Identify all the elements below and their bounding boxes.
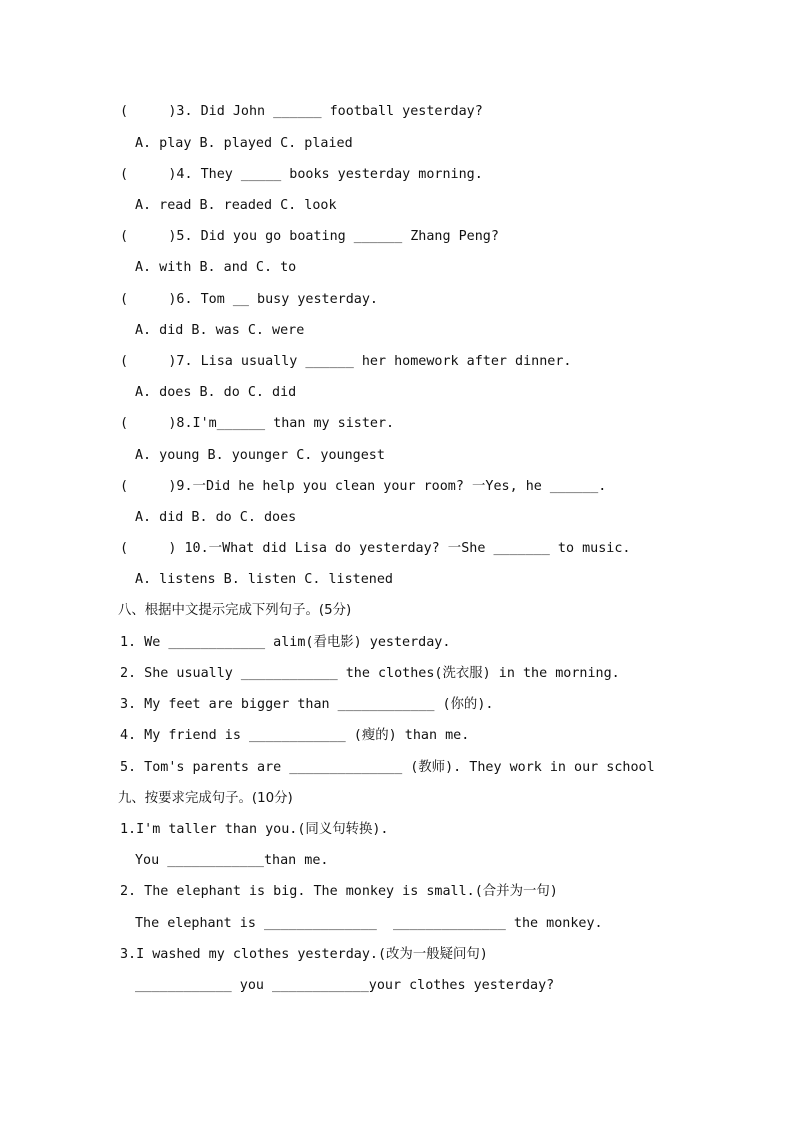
section-9-item-3-answer: ____________ you ____________your clothes yesterday? bbox=[135, 978, 555, 993]
question-3-stem: ( )3. Did John ______ football yesterday? bbox=[120, 104, 483, 119]
section-8-item-3: 3. My feet are bigger than ____________ (你的). bbox=[120, 697, 494, 712]
question-4-stem: ( )4. They _____ books yesterday morning. bbox=[120, 167, 483, 182]
section-9-item-3-prompt: 3.I washed my clothes yesterday.(改为一般疑问句) bbox=[120, 947, 488, 962]
question-10-stem: ( ) 10.一What did Lisa do yesterday? 一She _______ to music. bbox=[120, 541, 631, 556]
section-8-heading: 八、根据中文提示完成下列句子。(5分) bbox=[118, 603, 352, 618]
section-8-item-5: 5. Tom's parents are ______________ (教师). They work in our school bbox=[120, 760, 655, 775]
question-9-stem: ( )9.一Did he help you clean your room? 一Yes, he ______. bbox=[120, 479, 607, 494]
question-10-options: A. listens B. listen C. listened bbox=[135, 572, 393, 587]
question-4-options: A. read B. readed C. look bbox=[135, 198, 337, 213]
question-3-options: A. play B. played C. plaied bbox=[135, 136, 353, 151]
section-8-item-1: 1. We ____________ alim(看电影) yesterday. bbox=[120, 635, 451, 650]
question-9-options: A. did B. do C. does bbox=[135, 510, 297, 525]
question-5-options: A. with B. and C. to bbox=[135, 260, 297, 275]
question-8-stem: ( )8.I'm______ than my sister. bbox=[120, 416, 395, 431]
section-9-item-1-answer: You ____________than me. bbox=[135, 853, 329, 868]
question-6-stem: ( )6. Tom __ busy yesterday. bbox=[120, 292, 378, 307]
section-9-heading: 九、按要求完成句子。(10分) bbox=[118, 791, 293, 806]
section-8-item-2: 2. She usually ____________ the clothes(洗衣服) in the morning. bbox=[120, 666, 620, 681]
question-8-options: A. young B. younger C. youngest bbox=[135, 448, 385, 463]
question-7-stem: ( )7. Lisa usually ______ her homework after dinner. bbox=[120, 354, 572, 369]
section-8-item-4: 4. My friend is ____________ (瘦的) than me. bbox=[120, 728, 470, 743]
section-9-item-1-prompt: 1.I'm taller than you.(同义句转换). bbox=[120, 822, 389, 837]
question-6-options: A. did B. was C. were bbox=[135, 323, 305, 338]
question-7-options: A. does B. do C. did bbox=[135, 385, 297, 400]
section-9-item-2-prompt: 2. The elephant is big. The monkey is small.(合并为一句) bbox=[120, 884, 558, 899]
section-9-item-2-answer: The elephant is ______________ ______________ the monkey. bbox=[135, 916, 603, 931]
question-5-stem: ( )5. Did you go boating ______ Zhang Peng? bbox=[120, 229, 499, 244]
